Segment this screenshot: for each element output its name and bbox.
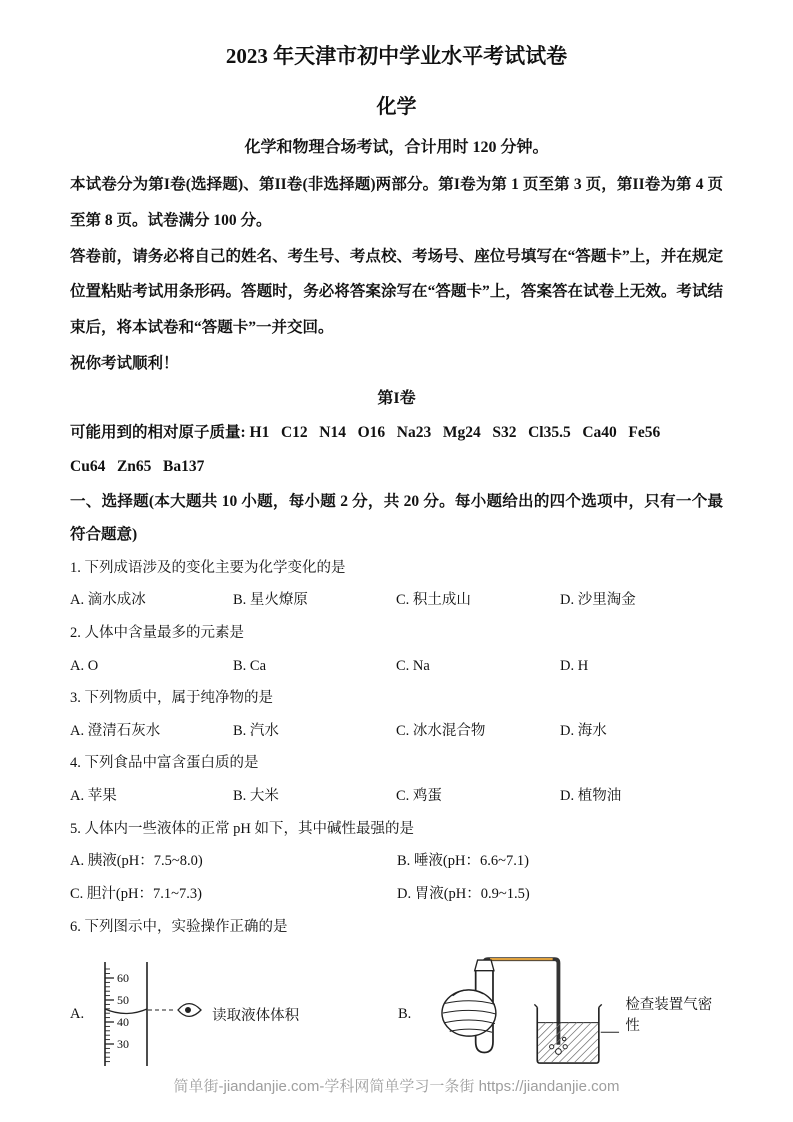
answer-option: C. 胆汁(pH：7.1~7.3)	[70, 885, 202, 902]
options-row	[70, 650, 723, 683]
figure-b-caption: 检查装置气密性	[625, 997, 713, 1035]
answer-option: A. O	[70, 657, 99, 674]
hand	[442, 990, 496, 1036]
question-text: 6. 下列图示中，实验操作正确的是	[70, 918, 288, 935]
answer-option: B. 星火燎原	[233, 592, 308, 609]
stopper	[475, 960, 494, 971]
figure-b-group	[398, 953, 723, 1075]
answer-option: B. 唾液(pH：6.6~7.1)	[397, 853, 529, 870]
options-row	[70, 780, 723, 813]
intro-paragraph-2: 答卷前，请务必将自己的姓名、考生号、考点校、考场号、座位号填写在“答题卡”上，并在规定位置粘贴考试用条形码。答题时，务必将答案涂写在“答题卡”上，答案答在试卷上无效。考试结束后，将本试卷和“答题卡”一并交回。	[70, 247, 723, 336]
meniscus-line	[105, 1009, 147, 1014]
wish-line: 祝你考试顺利！	[70, 354, 179, 372]
options-row	[70, 845, 723, 910]
question-1	[70, 552, 723, 617]
scale-number-40: 40	[117, 1015, 130, 1030]
question-text: 4. 下列食品中富含蛋白质的是	[70, 755, 259, 772]
question-text: 5. 人体内一些液体的正常 pH 如下，其中碱性最强的是	[70, 820, 414, 837]
question-5	[70, 813, 723, 911]
delivery-tube	[485, 959, 559, 1045]
figure-a-group	[70, 960, 398, 1068]
beaker	[535, 1005, 602, 1064]
section-1-title: 第I卷	[377, 390, 416, 408]
answer-option: B. 大米	[233, 788, 279, 805]
answer-option: C. 冰水混合物	[396, 722, 486, 739]
answer-option: C. 积土成山	[396, 592, 471, 609]
answer-option: B. 汽水	[233, 722, 279, 739]
answer-option: D. 海水	[560, 722, 607, 739]
scale-number-60: 60	[117, 971, 130, 986]
scale-number-30: 30	[117, 1037, 130, 1052]
answer-option: A. 澄清石灰水	[70, 722, 161, 739]
subject-title: 化学	[376, 96, 417, 118]
answer-option: A. 胰液(pH：7.5~8.0)	[70, 853, 203, 870]
answer-option: B. Ca	[233, 657, 267, 674]
answer-option: C. 鸡蛋	[396, 788, 442, 805]
question-text: 3. 下列物质中，属于纯净物的是	[70, 690, 273, 707]
answer-option: C. Na	[396, 657, 430, 674]
atomic-masses-line-1: 可能用到的相对原子质量: H1 C12 N14 O16 Na23 Mg24 S32 Cl35.5 Ca40 Fe56	[70, 424, 661, 442]
exam-note: 化学和物理合场考试，合计用时 120 分钟。	[244, 139, 549, 156]
question-4	[70, 747, 723, 812]
answer-option: A. 滴水成冰	[70, 592, 146, 609]
question-text: 2. 人体中含量最多的元素是	[70, 624, 244, 641]
page-title: 2023 年天津市初中学业水平考试试卷	[225, 44, 568, 68]
answer-option: D. 沙里淘金	[560, 592, 636, 609]
options-row	[70, 715, 723, 748]
options-row	[70, 584, 723, 617]
intro-paragraph-1: 本试卷分为第I卷(选择题)、第II卷(非选择题)两部分。第I卷为第 1 页至第 3 页，第II卷为第 4 页至第 8 页。试卷满分 100 分。	[70, 176, 723, 230]
question-text: 1. 下列成语涉及的变化主要为化学变化的是	[70, 559, 346, 576]
scale-number-50: 50	[117, 993, 130, 1008]
atomic-masses-line-2: Cu64 Zn65 Ba137	[70, 457, 205, 475]
water-hatching	[539, 1023, 599, 1062]
figure-a-caption: 读取液体体积	[212, 1007, 300, 1024]
answer-option: D. 植物油	[560, 788, 622, 805]
question-6	[70, 911, 723, 1076]
eye-icon	[178, 1004, 201, 1017]
figure-a-label: A.	[70, 1005, 85, 1022]
figure-b-label: B.	[398, 1005, 412, 1022]
answer-option: D. 胃液(pH：0.9~1.5)	[397, 885, 530, 902]
measuring-cylinder-figure	[89, 960, 207, 1068]
question-2	[70, 617, 723, 682]
answer-option: A. 苹果	[70, 788, 117, 805]
question-3	[70, 682, 723, 747]
footer-watermark: 简单街-jiandanjie.com-学科网简单学习一条街 https://jiandanjie.com	[173, 1078, 620, 1095]
multiple-choice-heading: 一、选择题(本大题共 10 小题，每小题 2 分，共 20 分。每小题给出的四个选项中，只有一个最符合题意)	[70, 493, 723, 544]
airtightness-apparatus-figure	[416, 953, 620, 1075]
answer-option: D. H	[560, 657, 589, 674]
question-6-figures	[70, 953, 723, 1075]
